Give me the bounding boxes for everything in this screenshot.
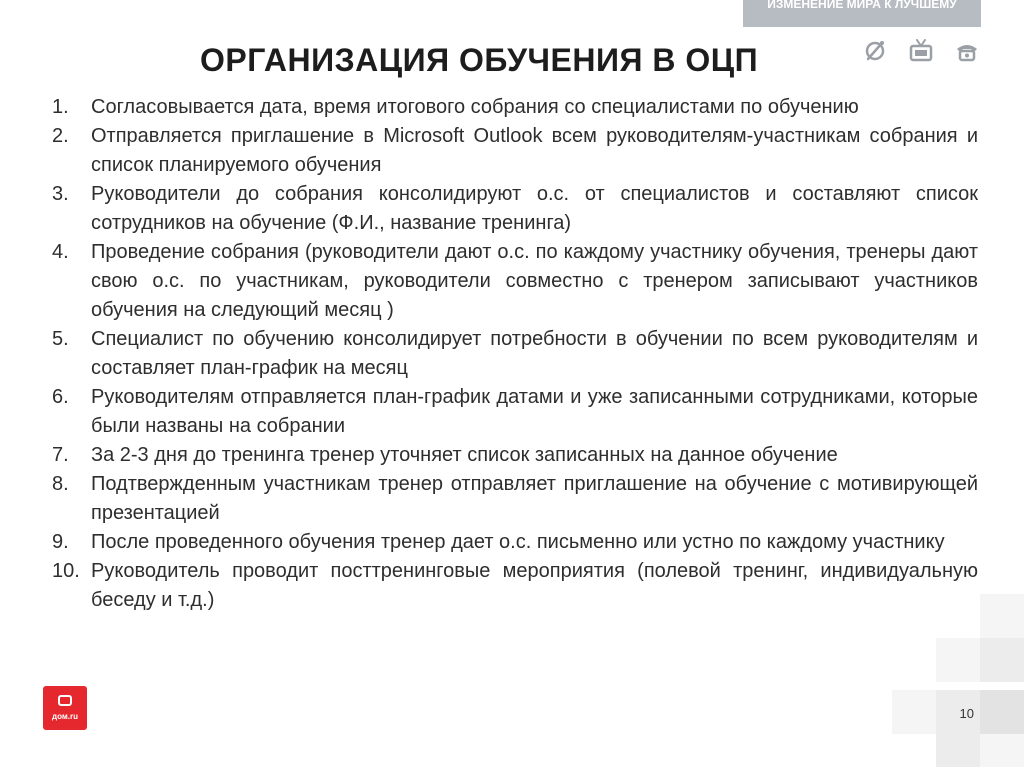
service-icons [861, 37, 981, 65]
slide-title: ОРГАНИЗАЦИЯ ОБУЧЕНИЯ В ОЦП [200, 42, 759, 78]
tv-icon [907, 37, 935, 65]
decor-tile [936, 734, 980, 767]
item-number: 2. [52, 125, 69, 147]
item-number: 8. [52, 473, 69, 495]
logo-text: дом.ru [52, 712, 78, 721]
item-text: Руководитель проводит посттренинговые мероприятия (полевой тренинг, индивидуальную беседу и т.д.) [91, 560, 978, 611]
list-item [52, 325, 978, 383]
page-number: 10 [959, 706, 974, 721]
item-number: 7. [52, 444, 69, 466]
item-number: 6. [52, 386, 69, 408]
logo-mark-icon [58, 695, 72, 706]
item-text: За 2-3 дня до тренинга тренер уточняет список записанных на данное обучение [91, 444, 838, 466]
slogan-text: ИЗМЕНЕНИЕ МИРА К ЛУЧШЕМУ [767, 0, 957, 11]
item-text: Отправляется приглашение в Microsoft Outlook всем руководителям-участникам собрания и список планируемого обучения [91, 125, 978, 176]
item-text: После проведенного обучения тренер дает о.с. письменно или устно по каждому участнику [91, 531, 945, 553]
item-text: Проведение собрания (руководители дают о.с. по каждому участнику обучения, тренеры дают свою о.с. по участникам, руководители совместно с тренером записывают участников обучения на следующий месяц ) [91, 241, 978, 321]
list-item [52, 238, 978, 325]
list-item [52, 441, 978, 470]
phone-icon [953, 37, 981, 65]
slogan-banner [743, 0, 981, 27]
list-item [52, 122, 978, 180]
decor-tile [936, 638, 980, 682]
brand-logo [43, 686, 87, 730]
decor-tile [980, 638, 1024, 682]
item-text: Руководители до собрания консолидируют о.с. от специалистов и составляют список сотрудников на обучение (Ф.И., название тренинга) [91, 183, 978, 234]
item-number: 10. [52, 560, 80, 582]
item-text: Руководителям отправляется план-график датами и уже записанными сотрудниками, которые были названы на собрании [91, 386, 978, 437]
list-item [52, 383, 978, 441]
decor-tile [980, 594, 1024, 638]
item-text: Специалист по обучению консолидирует потребности в обучении по всем руководителям и составляет план-график на месяц [91, 328, 978, 379]
list-item [52, 93, 978, 122]
decor-tile [980, 690, 1024, 734]
decor-tile [980, 734, 1024, 767]
item-text: Подтвержденным участникам тренер отправляет приглашение на обучение с мотивирующей презентацией [91, 473, 978, 524]
list-item [52, 528, 978, 557]
item-number: 9. [52, 531, 69, 553]
list-item [52, 180, 978, 238]
item-number: 5. [52, 328, 69, 350]
list-item [52, 557, 978, 615]
item-text: Согласовывается дата, время итогового собрания со специалистами по обучению [91, 96, 859, 118]
internet-icon [861, 37, 889, 65]
list-item [52, 470, 978, 528]
steps-list [52, 93, 978, 615]
item-number: 3. [52, 183, 69, 205]
item-number: 1. [52, 96, 69, 118]
item-number: 4. [52, 241, 69, 263]
